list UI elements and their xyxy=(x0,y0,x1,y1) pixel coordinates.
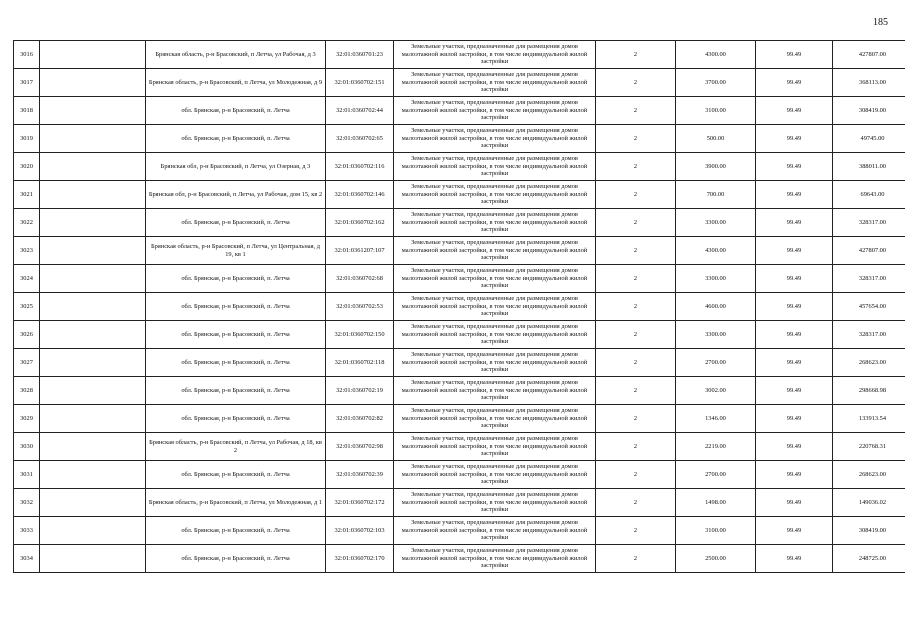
cadastral-number-cell: 32:01:0360702:44 xyxy=(326,97,394,125)
land-purpose-cell: Земельные участки, предназначенные для размещения домов малоэтажной жилой застройки, в том числе индивидуальной жилой застройки xyxy=(394,293,596,321)
row-number-cell: 3019 xyxy=(14,125,40,153)
land-purpose-cell: Земельные участки, предназначенные для размещения домов малоэтажной жилой застройки, в том числе индивидуальной жилой застройки xyxy=(394,153,596,181)
cadastral-value-cell: 328317.00 xyxy=(833,321,905,349)
area-cell: 3002.00 xyxy=(676,377,756,405)
address-cell: Брянская область, р-н Брасовский, п Летча, ул Молодежная, д 1 xyxy=(146,489,326,517)
area-cell: 4300.00 xyxy=(676,237,756,265)
cadastral-value-cell: 308419.00 xyxy=(833,517,905,545)
specific-value-cell: 99.49 xyxy=(756,97,833,125)
specific-value-cell: 99.49 xyxy=(756,433,833,461)
table-row xyxy=(14,265,905,293)
address-cell: обл. Брянская, р-н Брасовский, п. Летча xyxy=(146,377,326,405)
cadastral-value-cell: 133913.54 xyxy=(833,405,905,433)
spacer-cell xyxy=(40,69,146,97)
group-cell: 2 xyxy=(596,517,676,545)
row-number-cell: 3033 xyxy=(14,517,40,545)
address-cell: обл. Брянская, р-н Брасовский, п. Летча xyxy=(146,321,326,349)
address-cell: обл. Брянская, р-н Брасовский, п. Летча xyxy=(146,517,326,545)
address-cell: Брянская обл, р-н Брасовский, п Летча, ул Озерная, д 3 xyxy=(146,153,326,181)
table-row xyxy=(14,237,905,265)
row-number-cell: 3034 xyxy=(14,545,40,573)
address-cell: обл. Брянская, р-н Брасовский, п. Летча xyxy=(146,293,326,321)
cadastral-number-cell: 32:01:0360702:151 xyxy=(326,69,394,97)
cadastral-value-table xyxy=(13,40,905,573)
cadastral-number-cell: 32:01:0360702:116 xyxy=(326,153,394,181)
group-cell: 2 xyxy=(596,237,676,265)
table-row xyxy=(14,545,905,573)
cadastral-number-cell: 32:01:0360702:146 xyxy=(326,181,394,209)
cadastral-value-cell: 328317.00 xyxy=(833,265,905,293)
area-cell: 3300.00 xyxy=(676,265,756,293)
land-purpose-cell: Земельные участки, предназначенные для размещения домов малоэтажной жилой застройки, в том числе индивидуальной жилой застройки xyxy=(394,349,596,377)
cadastral-number-cell: 32:01:0360702:162 xyxy=(326,209,394,237)
area-cell: 2219.00 xyxy=(676,433,756,461)
row-number-cell: 3025 xyxy=(14,293,40,321)
area-cell: 4300.00 xyxy=(676,41,756,69)
group-cell: 2 xyxy=(596,181,676,209)
area-cell: 2500.00 xyxy=(676,545,756,573)
land-purpose-cell: Земельные участки, предназначенные для размещения домов малоэтажной жилой застройки, в том числе индивидуальной жилой застройки xyxy=(394,125,596,153)
cadastral-value-cell: 388011.00 xyxy=(833,153,905,181)
row-number-cell: 3029 xyxy=(14,405,40,433)
table-row xyxy=(14,517,905,545)
table-row xyxy=(14,321,905,349)
area-cell: 2700.00 xyxy=(676,349,756,377)
cadastral-number-cell: 32:01:0360702:103 xyxy=(326,517,394,545)
group-cell: 2 xyxy=(596,321,676,349)
spacer-cell xyxy=(40,545,146,573)
cadastral-value-cell: 427807.00 xyxy=(833,41,905,69)
group-cell: 2 xyxy=(596,405,676,433)
group-cell: 2 xyxy=(596,377,676,405)
spacer-cell xyxy=(40,97,146,125)
spacer-cell xyxy=(40,349,146,377)
specific-value-cell: 99.49 xyxy=(756,321,833,349)
spacer-cell xyxy=(40,517,146,545)
cadastral-value-cell: 328317.00 xyxy=(833,209,905,237)
table-row xyxy=(14,153,905,181)
area-cell: 4600.00 xyxy=(676,293,756,321)
group-cell: 2 xyxy=(596,265,676,293)
group-cell: 2 xyxy=(596,489,676,517)
cadastral-number-cell: 32:01:0360702:65 xyxy=(326,125,394,153)
cadastral-number-cell: 32:01:0360702:118 xyxy=(326,349,394,377)
spacer-cell xyxy=(40,125,146,153)
cadastral-value-cell: 220768.31 xyxy=(833,433,905,461)
spacer-cell xyxy=(40,265,146,293)
address-cell: обл. Брянская, р-н Брасовский, п. Летча xyxy=(146,405,326,433)
cadastral-number-cell: 32:01:0360702:172 xyxy=(326,489,394,517)
cadastral-value-cell: 268623.00 xyxy=(833,461,905,489)
table-row xyxy=(14,349,905,377)
cadastral-number-cell: 32:01:0361207:107 xyxy=(326,237,394,265)
specific-value-cell: 99.49 xyxy=(756,461,833,489)
row-number-cell: 3028 xyxy=(14,377,40,405)
cadastral-value-cell: 268623.00 xyxy=(833,349,905,377)
land-purpose-cell: Земельные участки, предназначенные для размещения домов малоэтажной жилой застройки, в том числе индивидуальной жилой застройки xyxy=(394,97,596,125)
spacer-cell xyxy=(40,237,146,265)
cadastral-value-cell: 298668.98 xyxy=(833,377,905,405)
specific-value-cell: 99.49 xyxy=(756,41,833,69)
land-purpose-cell: Земельные участки, предназначенные для размещения домов малоэтажной жилой застройки, в том числе индивидуальной жилой застройки xyxy=(394,489,596,517)
spacer-cell xyxy=(40,461,146,489)
area-cell: 3900.00 xyxy=(676,153,756,181)
cadastral-value-cell: 308419.00 xyxy=(833,97,905,125)
group-cell: 2 xyxy=(596,125,676,153)
cadastral-value-cell: 49745.00 xyxy=(833,125,905,153)
spacer-cell xyxy=(40,489,146,517)
cadastral-number-cell: 32:01:0360702:19 xyxy=(326,377,394,405)
address-cell: обл. Брянская, р-н Брасовский, п. Летча xyxy=(146,209,326,237)
specific-value-cell: 99.49 xyxy=(756,489,833,517)
specific-value-cell: 99.49 xyxy=(756,517,833,545)
group-cell: 2 xyxy=(596,461,676,489)
row-number-cell: 3030 xyxy=(14,433,40,461)
address-cell: Брянская область, р-н Брасовский, п Летча, ул Рабочая, д 3 xyxy=(146,41,326,69)
land-purpose-cell: Земельные участки, предназначенные для размещения домов малоэтажной жилой застройки, в том числе индивидуальной жилой застройки xyxy=(394,405,596,433)
cadastral-number-cell: 32:01:0360702:150 xyxy=(326,321,394,349)
cadastral-value-cell: 368113.00 xyxy=(833,69,905,97)
table-row xyxy=(14,209,905,237)
address-cell: обл. Брянская, р-н Брасовский, п. Летча xyxy=(146,125,326,153)
group-cell: 2 xyxy=(596,433,676,461)
specific-value-cell: 99.49 xyxy=(756,125,833,153)
area-cell: 2700.00 xyxy=(676,461,756,489)
address-cell: обл. Брянская, р-н Брасовский, п. Летча xyxy=(146,545,326,573)
specific-value-cell: 99.49 xyxy=(756,349,833,377)
table-row xyxy=(14,489,905,517)
row-number-cell: 3022 xyxy=(14,209,40,237)
row-number-cell: 3018 xyxy=(14,97,40,125)
address-cell: Брянская область, р-н Брасовский, п Летча, ул Рабочая, д 18, кв 2 xyxy=(146,433,326,461)
area-cell: 3300.00 xyxy=(676,321,756,349)
spacer-cell xyxy=(40,377,146,405)
area-cell: 1498.00 xyxy=(676,489,756,517)
row-number-cell: 3024 xyxy=(14,265,40,293)
specific-value-cell: 99.49 xyxy=(756,209,833,237)
cadastral-number-cell: 32:01:0360702:53 xyxy=(326,293,394,321)
land-purpose-cell: Земельные участки, предназначенные для размещения домов малоэтажной жилой застройки, в том числе индивидуальной жилой застройки xyxy=(394,517,596,545)
land-purpose-cell: Земельные участки, предназначенные для размещения домов малоэтажной жилой застройки, в том числе индивидуальной жилой застройки xyxy=(394,377,596,405)
address-cell: Брянская обл, р-н Брасовский, п Летча, ул Рабочая, дом 15, кв 2 xyxy=(146,181,326,209)
area-cell: 500.00 xyxy=(676,125,756,153)
group-cell: 2 xyxy=(596,97,676,125)
spacer-cell xyxy=(40,41,146,69)
area-cell: 3700.00 xyxy=(676,69,756,97)
row-number-cell: 3031 xyxy=(14,461,40,489)
spacer-cell xyxy=(40,433,146,461)
address-cell: Брянская область, р-н Брасовский, п Летча, ул Центральная, д 19, кв 1 xyxy=(146,237,326,265)
cadastral-number-cell: 32:01:0360702:39 xyxy=(326,461,394,489)
area-cell: 3100.00 xyxy=(676,517,756,545)
table-row xyxy=(14,461,905,489)
cadastral-value-cell: 457654.00 xyxy=(833,293,905,321)
row-number-cell: 3017 xyxy=(14,69,40,97)
page-number: 185 xyxy=(873,17,888,28)
row-number-cell: 3023 xyxy=(14,237,40,265)
area-cell: 700.00 xyxy=(676,181,756,209)
table-row xyxy=(14,433,905,461)
area-cell: 3100.00 xyxy=(676,97,756,125)
group-cell: 2 xyxy=(596,293,676,321)
specific-value-cell: 99.49 xyxy=(756,377,833,405)
table-row xyxy=(14,377,905,405)
specific-value-cell: 99.49 xyxy=(756,181,833,209)
specific-value-cell: 99.49 xyxy=(756,153,833,181)
spacer-cell xyxy=(40,209,146,237)
spacer-cell xyxy=(40,321,146,349)
spacer-cell xyxy=(40,405,146,433)
row-number-cell: 3021 xyxy=(14,181,40,209)
cadastral-number-cell: 32:01:0360701:23 xyxy=(326,41,394,69)
area-cell: 3300.00 xyxy=(676,209,756,237)
table-row xyxy=(14,41,905,69)
land-purpose-cell: Земельные участки, предназначенные для размещения домов малоэтажной жилой застройки, в том числе индивидуальной жилой застройки xyxy=(394,321,596,349)
spacer-cell xyxy=(40,153,146,181)
land-purpose-cell: Земельные участки, предназначенные для размещения домов малоэтажной жилой застройки, в том числе индивидуальной жилой застройки xyxy=(394,237,596,265)
specific-value-cell: 99.49 xyxy=(756,237,833,265)
group-cell: 2 xyxy=(596,545,676,573)
group-cell: 2 xyxy=(596,69,676,97)
table-row xyxy=(14,293,905,321)
cadastral-number-cell: 32:01:0360702:98 xyxy=(326,433,394,461)
address-cell: обл. Брянская, р-н Брасовский, п. Летча xyxy=(146,265,326,293)
specific-value-cell: 99.49 xyxy=(756,69,833,97)
cadastral-number-cell: 32:01:0360702:82 xyxy=(326,405,394,433)
address-cell: обл. Брянская, р-н Брасовский, п. Летча xyxy=(146,349,326,377)
land-purpose-cell: Земельные участки, предназначенные для размещения домов малоэтажной жилой застройки, в том числе индивидуальной жилой застройки xyxy=(394,265,596,293)
address-cell: Брянская область, р-н Брасовский, п Летча, ул Молодежная, д 9 xyxy=(146,69,326,97)
land-purpose-cell: Земельные участки, предназначенные для размещения домов малоэтажной жилой застройки, в том числе индивидуальной жилой застройки xyxy=(394,545,596,573)
land-purpose-cell: Земельные участки, предназначенные для размещения домов малоэтажной жилой застройки, в том числе индивидуальной жилой застройки xyxy=(394,69,596,97)
address-cell: обл. Брянская, р-н Брасовский, п. Летча xyxy=(146,97,326,125)
cadastral-number-cell: 32:01:0360702:170 xyxy=(326,545,394,573)
group-cell: 2 xyxy=(596,209,676,237)
row-number-cell: 3020 xyxy=(14,153,40,181)
table-row xyxy=(14,181,905,209)
cadastral-value-cell: 149036.02 xyxy=(833,489,905,517)
cadastral-value-cell: 248725.00 xyxy=(833,545,905,573)
group-cell: 2 xyxy=(596,349,676,377)
cadastral-value-cell: 69643.00 xyxy=(833,181,905,209)
cadastral-value-cell: 427807.00 xyxy=(833,237,905,265)
table-row xyxy=(14,69,905,97)
row-number-cell: 3026 xyxy=(14,321,40,349)
row-number-cell: 3016 xyxy=(14,41,40,69)
spacer-cell xyxy=(40,293,146,321)
specific-value-cell: 99.49 xyxy=(756,293,833,321)
group-cell: 2 xyxy=(596,153,676,181)
land-purpose-cell: Земельные участки, предназначенные для размещения домов малоэтажной жилой застройки, в том числе индивидуальной жилой застройки xyxy=(394,461,596,489)
table-body xyxy=(14,41,905,573)
land-purpose-cell: Земельные участки, предназначенные для размещения домов малоэтажной жилой застройки, в том числе индивидуальной жилой застройки xyxy=(394,433,596,461)
row-number-cell: 3027 xyxy=(14,349,40,377)
specific-value-cell: 99.49 xyxy=(756,265,833,293)
address-cell: обл. Брянская, р-н Брасовский, п. Летча xyxy=(146,461,326,489)
specific-value-cell: 99.49 xyxy=(756,545,833,573)
table-row xyxy=(14,125,905,153)
row-number-cell: 3032 xyxy=(14,489,40,517)
land-purpose-cell: Земельные участки, предназначенные для размещения домов малоэтажной жилой застройки, в том числе индивидуальной жилой застройки xyxy=(394,41,596,69)
table-row xyxy=(14,97,905,125)
land-purpose-cell: Земельные участки, предназначенные для размещения домов малоэтажной жилой застройки, в том числе индивидуальной жилой застройки xyxy=(394,181,596,209)
area-cell: 1346.00 xyxy=(676,405,756,433)
group-cell: 2 xyxy=(596,41,676,69)
spacer-cell xyxy=(40,181,146,209)
specific-value-cell: 99.49 xyxy=(756,405,833,433)
cadastral-number-cell: 32:01:0360702:68 xyxy=(326,265,394,293)
table-row xyxy=(14,405,905,433)
land-purpose-cell: Земельные участки, предназначенные для размещения домов малоэтажной жилой застройки, в том числе индивидуальной жилой застройки xyxy=(394,209,596,237)
